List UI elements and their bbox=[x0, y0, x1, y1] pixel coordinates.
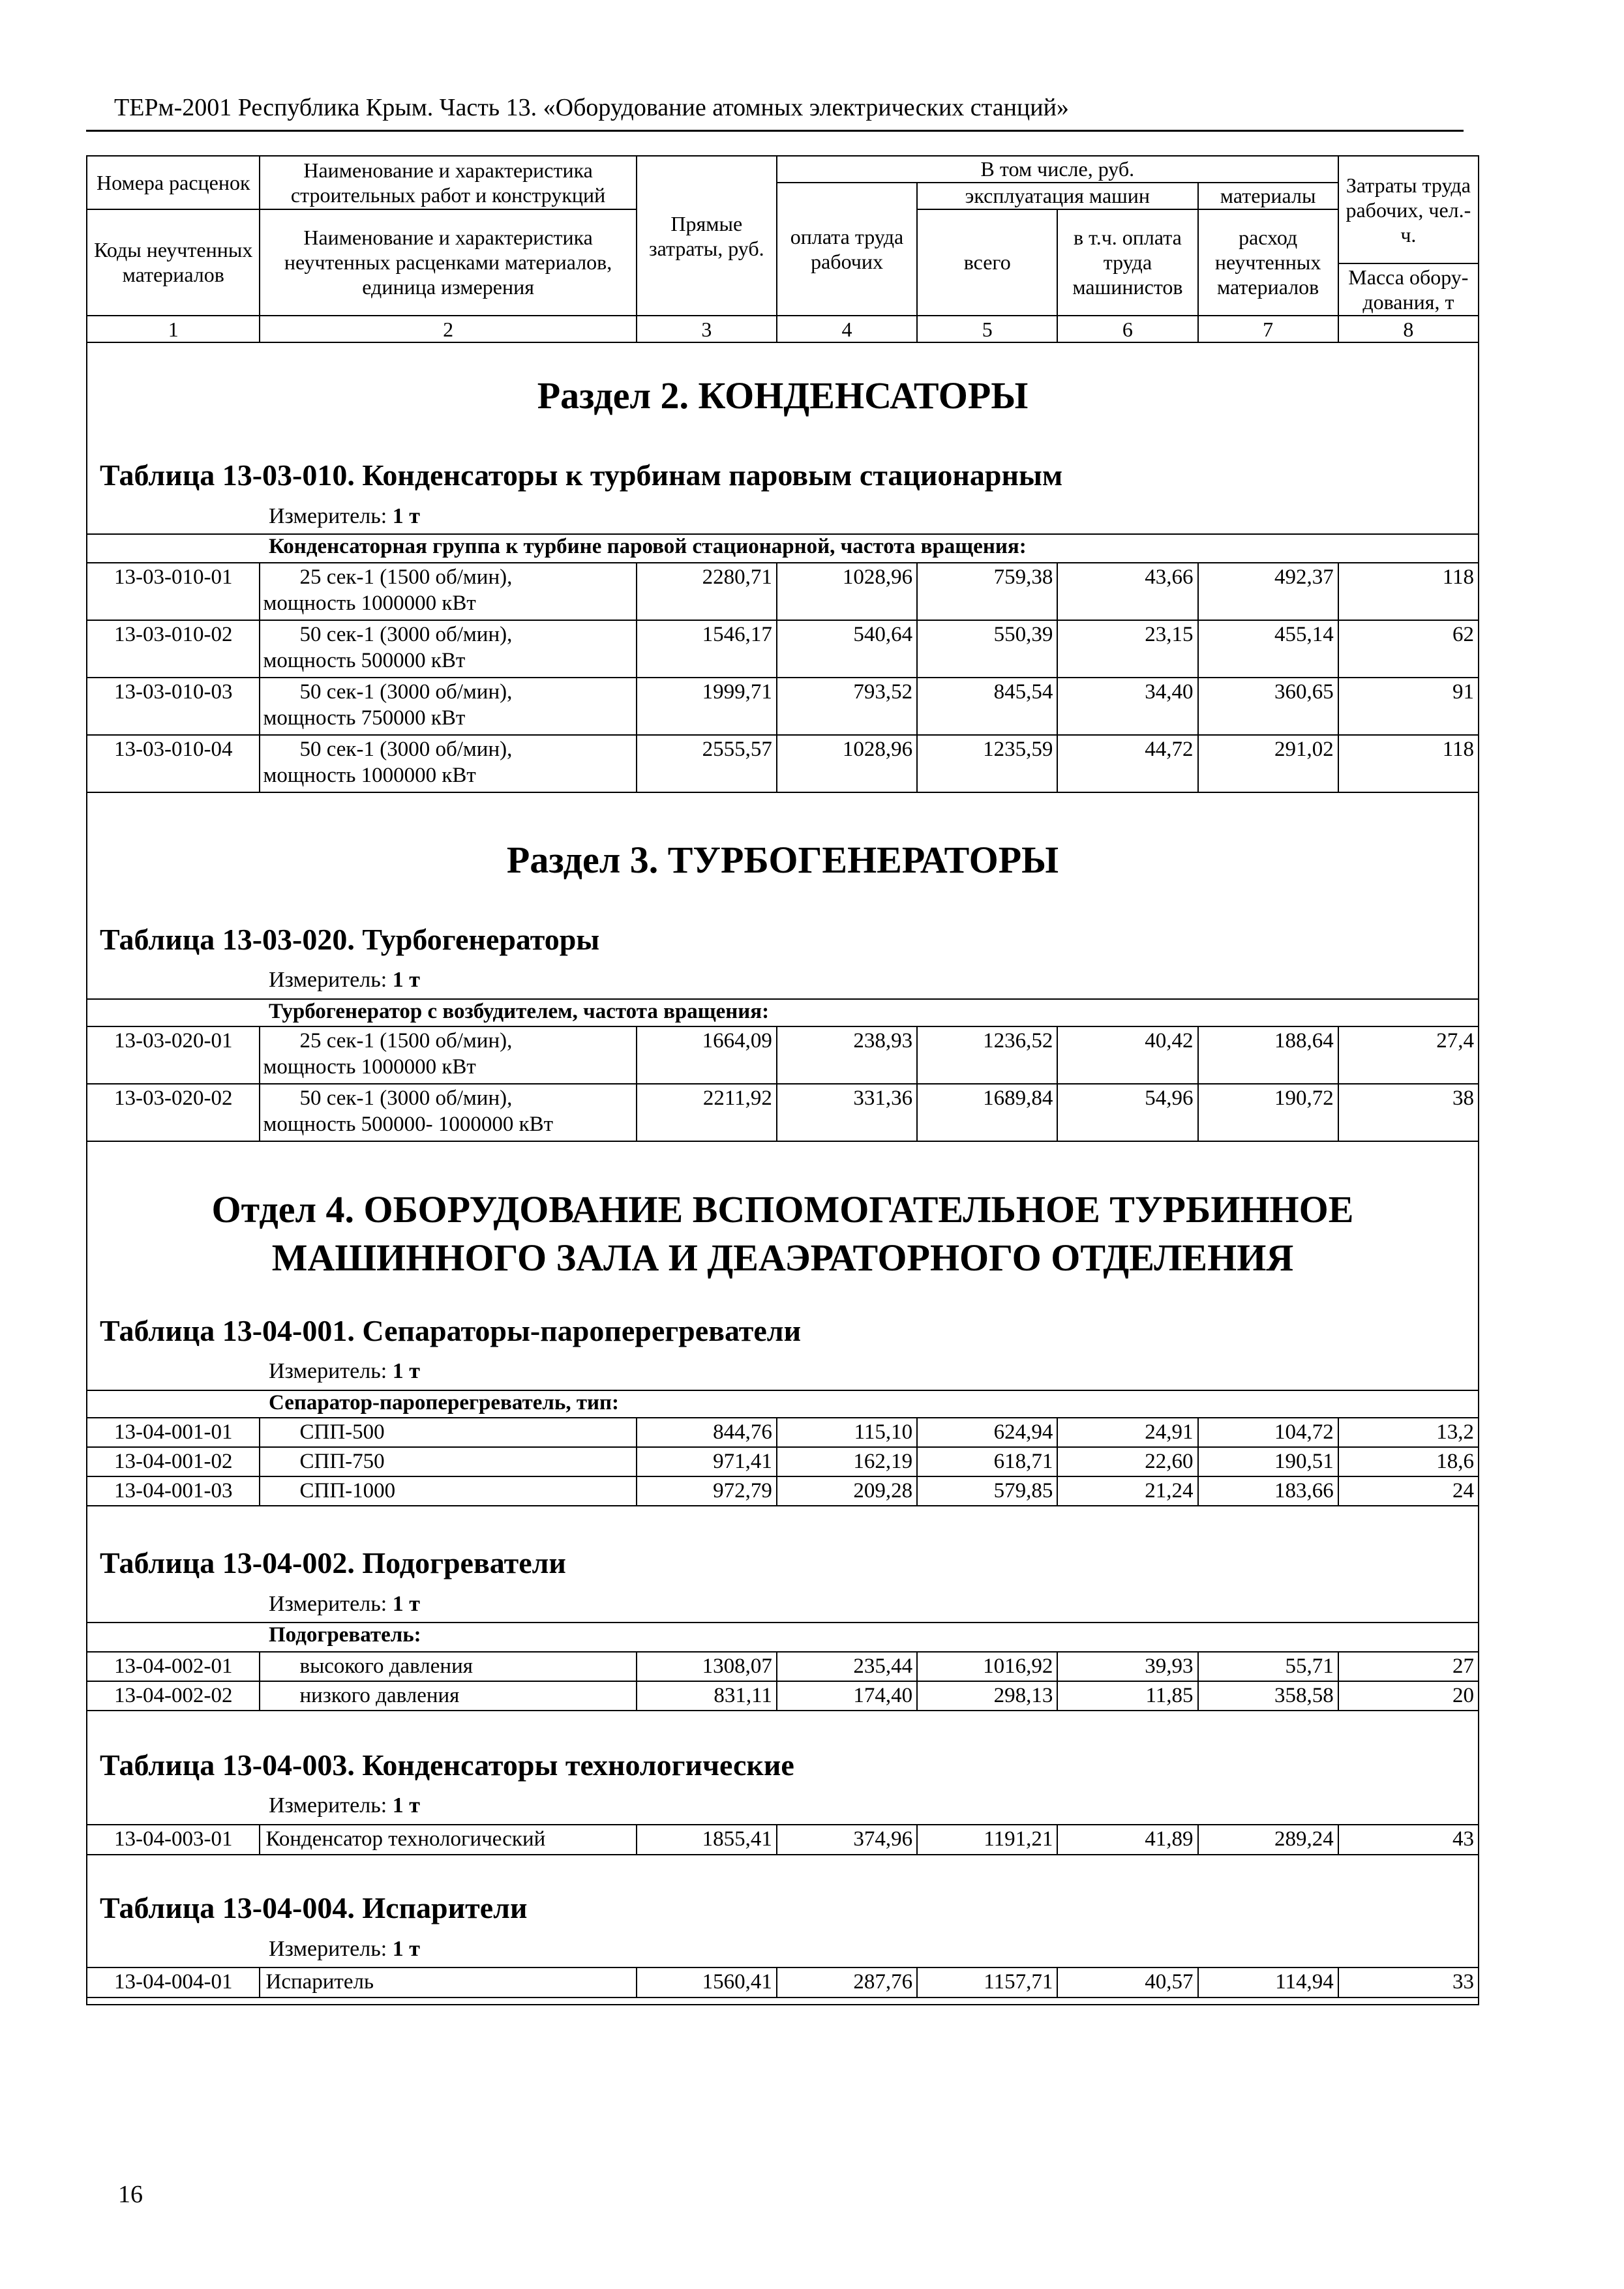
rate-code: 13-04-002-01 bbox=[87, 1652, 260, 1681]
col-number: 6 bbox=[1057, 316, 1197, 342]
labor: 27,4 bbox=[1338, 1026, 1479, 1084]
machines-total: 1191,21 bbox=[917, 1825, 1057, 1855]
unit-label: Измеритель: bbox=[269, 504, 387, 528]
rate-name-line1: 25 сек-1 (1500 об/мин), bbox=[299, 1029, 513, 1053]
machinists-wages: 34,40 bbox=[1057, 678, 1197, 735]
labor: 118 bbox=[1338, 563, 1479, 620]
unit-line bbox=[269, 1793, 420, 1818]
rate-code: 13-03-020-02 bbox=[87, 1084, 260, 1141]
direct-costs: 1999,71 bbox=[637, 678, 777, 735]
labor: 27 bbox=[1338, 1652, 1479, 1681]
col-number: 8 bbox=[1338, 316, 1479, 342]
wages: 287,76 bbox=[777, 1967, 917, 1997]
machines-total: 759,38 bbox=[917, 563, 1057, 620]
direct-costs: 1560,41 bbox=[637, 1967, 777, 1997]
table-row bbox=[87, 1476, 1479, 1506]
rate-name bbox=[260, 620, 636, 678]
direct-costs: 971,41 bbox=[637, 1447, 777, 1476]
header-rule bbox=[86, 130, 1464, 132]
data-table bbox=[86, 1824, 1479, 1855]
unit-value: 1 т bbox=[392, 968, 420, 992]
rate-name bbox=[260, 678, 636, 735]
rate-code: 13-03-010-03 bbox=[87, 678, 260, 735]
rate-code: 13-04-001-02 bbox=[87, 1447, 260, 1476]
unit-value: 1 т bbox=[392, 504, 420, 528]
col-machinists-wages: в т.ч. оплата труда машинистов bbox=[1057, 209, 1197, 316]
col-direct-costs: Прямые затраты, руб. bbox=[637, 156, 777, 316]
machines-total: 579,85 bbox=[917, 1476, 1057, 1506]
col-materials-name: Наименование и характеристика неучтенных расценками материалов, единица измерения bbox=[260, 209, 636, 316]
machinists-wages: 54,96 bbox=[1057, 1084, 1197, 1141]
rate-code: 13-03-020-01 bbox=[87, 1026, 260, 1084]
table-row bbox=[87, 1967, 1479, 1997]
table-title: Таблица 13-03-010. Конденсаторы к турбинам паровым стационарным bbox=[100, 458, 1063, 492]
col-materials-unaccounted: расход неучтенных материалов bbox=[1198, 209, 1338, 316]
table-row bbox=[87, 1447, 1479, 1476]
table-title: Таблица 13-04-001. Сепараторы-пароперегреватели bbox=[100, 1314, 802, 1347]
materials: 55,71 bbox=[1198, 1652, 1338, 1681]
data-table bbox=[86, 1967, 1479, 1998]
table-row bbox=[87, 563, 1479, 620]
labor: 24 bbox=[1338, 1476, 1479, 1506]
section-title bbox=[86, 1186, 1479, 1282]
col-materials: материалы bbox=[1198, 183, 1338, 209]
unit-label: Измеритель: bbox=[269, 1937, 387, 1961]
group-caption: Подогреватель: bbox=[86, 1622, 1479, 1653]
machinists-wages: 44,72 bbox=[1057, 735, 1197, 792]
materials: 360,65 bbox=[1198, 678, 1338, 735]
unit-line bbox=[269, 1592, 420, 1617]
rate-code: 13-03-010-01 bbox=[87, 563, 260, 620]
labor: 118 bbox=[1338, 735, 1479, 792]
direct-costs: 1855,41 bbox=[637, 1825, 777, 1855]
rate-name-line1: 50 сек-1 (3000 об/мин), bbox=[299, 623, 513, 646]
labor: 18,6 bbox=[1338, 1447, 1479, 1476]
group-caption: Сепаратор-пароперегреватель, тип: bbox=[86, 1390, 1479, 1418]
table-row bbox=[87, 1825, 1479, 1855]
labor: 33 bbox=[1338, 1967, 1479, 1997]
machines-total: 1016,92 bbox=[917, 1652, 1057, 1681]
data-table bbox=[86, 1417, 1479, 1506]
group-caption: Турбогенератор с возбудителем, частота вращения: bbox=[86, 998, 1479, 1027]
wages: 331,36 bbox=[777, 1084, 917, 1141]
wages: 115,10 bbox=[777, 1418, 917, 1447]
rate-name: СПП-500 bbox=[260, 1418, 636, 1447]
direct-costs: 1308,07 bbox=[637, 1652, 777, 1681]
rate-name-line1: 50 сек-1 (3000 об/мин), bbox=[299, 1086, 513, 1110]
data-table bbox=[86, 562, 1479, 793]
direct-costs: 1546,17 bbox=[637, 620, 777, 678]
machines-total: 845,54 bbox=[917, 678, 1057, 735]
col-number: 7 bbox=[1198, 316, 1338, 342]
running-header: ТЕРм-2001 Республика Крым. Часть 13. «Оборудование атомных электрических станций» bbox=[114, 94, 1069, 121]
rate-name: СПП-750 bbox=[260, 1447, 636, 1476]
rate-name: СПП-1000 bbox=[260, 1476, 636, 1506]
rate-name-line1: 50 сек-1 (3000 об/мин), bbox=[299, 738, 513, 761]
rate-name: низкого давления bbox=[260, 1681, 636, 1711]
direct-costs: 2280,71 bbox=[637, 563, 777, 620]
wages: 793,52 bbox=[777, 678, 917, 735]
machines-total: 618,71 bbox=[917, 1447, 1057, 1476]
machines-total: 1157,71 bbox=[917, 1967, 1057, 1997]
wages: 209,28 bbox=[777, 1476, 917, 1506]
wages: 162,19 bbox=[777, 1447, 917, 1476]
section-title-line1: Отдел 4. ОБОРУДОВАНИЕ ВСПОМОГАТЕЛЬНОЕ ТУРБИННОЕ bbox=[211, 1188, 1354, 1231]
wages: 235,44 bbox=[777, 1652, 917, 1681]
wages: 1028,96 bbox=[777, 563, 917, 620]
direct-costs: 844,76 bbox=[637, 1418, 777, 1447]
materials: 492,37 bbox=[1198, 563, 1338, 620]
direct-costs: 2211,92 bbox=[637, 1084, 777, 1141]
machines-total: 624,94 bbox=[917, 1418, 1057, 1447]
materials: 358,58 bbox=[1198, 1681, 1338, 1711]
wages: 374,96 bbox=[777, 1825, 917, 1855]
rate-code: 13-03-010-02 bbox=[87, 620, 260, 678]
rate-name bbox=[260, 563, 636, 620]
table-row bbox=[87, 1026, 1479, 1084]
section-title: Раздел 3. ТУРБОГЕНЕРАТОРЫ bbox=[506, 839, 1059, 881]
col-number: 2 bbox=[260, 316, 636, 342]
unit-value: 1 т bbox=[392, 1592, 420, 1616]
materials: 455,14 bbox=[1198, 620, 1338, 678]
col-number: 5 bbox=[917, 316, 1057, 342]
unit-label: Измеритель: bbox=[269, 1359, 387, 1383]
col-machines: эксплуатация машин bbox=[917, 183, 1197, 209]
rate-name bbox=[260, 1084, 636, 1141]
rate-name: высокого давления bbox=[260, 1652, 636, 1681]
table-row bbox=[87, 1084, 1479, 1141]
materials: 291,02 bbox=[1198, 735, 1338, 792]
unit-label: Измеритель: bbox=[269, 1592, 387, 1616]
rate-code: 13-03-010-04 bbox=[87, 735, 260, 792]
col-mass: Масса обору-дования, т bbox=[1338, 263, 1479, 316]
section-title: Раздел 2. КОНДЕНСАТОРЫ bbox=[537, 374, 1029, 417]
machinists-wages: 40,57 bbox=[1057, 1967, 1197, 1997]
rate-name-line2: мощность 500000- 1000000 кВт bbox=[263, 1113, 554, 1136]
col-number: 4 bbox=[777, 316, 917, 342]
machinists-wages: 43,66 bbox=[1057, 563, 1197, 620]
group-caption: Конденсаторная группа к турбине паровой стационарной, частота вращения: bbox=[86, 533, 1479, 563]
rate-name: Конденсатор технологический bbox=[260, 1825, 636, 1855]
col-number: 1 bbox=[87, 316, 260, 342]
machinists-wages: 11,85 bbox=[1057, 1681, 1197, 1711]
data-table bbox=[86, 1026, 1479, 1142]
table-row bbox=[87, 620, 1479, 678]
machines-total: 550,39 bbox=[917, 620, 1057, 678]
machines-total: 298,13 bbox=[917, 1681, 1057, 1711]
labor: 20 bbox=[1338, 1681, 1479, 1711]
labor: 38 bbox=[1338, 1084, 1479, 1141]
col-labor: Затраты труда рабочих, чел.-ч. bbox=[1338, 156, 1479, 263]
unit-line bbox=[269, 968, 420, 993]
col-works-name: Наименование и характеристика строительных работ и конструкций bbox=[260, 156, 636, 209]
direct-costs: 1664,09 bbox=[637, 1026, 777, 1084]
table-row bbox=[87, 1418, 1479, 1447]
column-header bbox=[86, 155, 1479, 343]
table-row bbox=[87, 735, 1479, 792]
direct-costs: 972,79 bbox=[637, 1476, 777, 1506]
rate-name-line1: 50 сек-1 (3000 об/мин), bbox=[299, 680, 513, 704]
col-incl: В том числе, руб. bbox=[777, 156, 1338, 183]
table-title: Таблица 13-03-020. Турбогенераторы bbox=[100, 923, 600, 956]
machinists-wages: 22,60 bbox=[1057, 1447, 1197, 1476]
machinists-wages: 21,24 bbox=[1057, 1476, 1197, 1506]
unit-value: 1 т bbox=[392, 1793, 420, 1818]
rate-name-line2: мощность 1000000 кВт bbox=[263, 1055, 476, 1079]
unit-line bbox=[269, 504, 420, 529]
rate-name-line2: мощность 500000 кВт bbox=[263, 649, 466, 672]
col-wages: оплата труда рабочих bbox=[777, 183, 917, 316]
rate-name: Испаритель bbox=[260, 1967, 636, 1997]
machinists-wages: 40,42 bbox=[1057, 1026, 1197, 1084]
table-title: Таблица 13-04-002. Подогреватели bbox=[100, 1546, 566, 1579]
machines-total: 1236,52 bbox=[917, 1026, 1057, 1084]
rate-code: 13-04-001-03 bbox=[87, 1476, 260, 1506]
wages: 540,64 bbox=[777, 620, 917, 678]
wages: 1028,96 bbox=[777, 735, 917, 792]
rate-code: 13-04-004-01 bbox=[87, 1967, 260, 1997]
unit-value: 1 т bbox=[392, 1937, 420, 1961]
col-machines-total: всего bbox=[917, 209, 1057, 316]
table-title: Таблица 13-04-004. Испарители bbox=[100, 1891, 528, 1924]
materials: 289,24 bbox=[1198, 1825, 1338, 1855]
unit-label: Измеритель: bbox=[269, 968, 387, 992]
labor: 43 bbox=[1338, 1825, 1479, 1855]
materials: 104,72 bbox=[1198, 1418, 1338, 1447]
col-material-codes: Коды неучтенных материалов bbox=[87, 209, 260, 316]
wages: 238,93 bbox=[777, 1026, 917, 1084]
rate-name bbox=[260, 735, 636, 792]
materials: 190,51 bbox=[1198, 1447, 1338, 1476]
machinists-wages: 24,91 bbox=[1057, 1418, 1197, 1447]
rate-code: 13-04-003-01 bbox=[87, 1825, 260, 1855]
machinists-wages: 41,89 bbox=[1057, 1825, 1197, 1855]
labor: 62 bbox=[1338, 620, 1479, 678]
rate-code: 13-04-002-02 bbox=[87, 1681, 260, 1711]
table-title: Таблица 13-04-003. Конденсаторы технологические bbox=[100, 1748, 794, 1782]
materials: 183,66 bbox=[1198, 1476, 1338, 1506]
col-number: 3 bbox=[637, 316, 777, 342]
labor: 91 bbox=[1338, 678, 1479, 735]
machinists-wages: 23,15 bbox=[1057, 620, 1197, 678]
rate-name-line2: мощность 1000000 кВт bbox=[263, 764, 476, 787]
materials: 188,64 bbox=[1198, 1026, 1338, 1084]
unit-line bbox=[269, 1937, 420, 1962]
col-rate-numbers: Номера расценок bbox=[87, 156, 260, 209]
rate-name bbox=[260, 1026, 636, 1084]
data-table bbox=[86, 1651, 1479, 1711]
table-row bbox=[87, 1652, 1479, 1681]
unit-label: Измеритель: bbox=[269, 1793, 387, 1818]
section-title-line2: МАШИННОГО ЗАЛА И ДЕАЭРАТОРНОГО ОТДЕЛЕНИЯ bbox=[271, 1236, 1294, 1279]
unit-value: 1 т bbox=[392, 1359, 420, 1383]
table-row bbox=[87, 678, 1479, 735]
page-number: 16 bbox=[118, 2181, 143, 2208]
rate-name-line1: 25 сек-1 (1500 об/мин), bbox=[299, 565, 513, 589]
wages: 174,40 bbox=[777, 1681, 917, 1711]
rate-code: 13-04-001-01 bbox=[87, 1418, 260, 1447]
machinists-wages: 39,93 bbox=[1057, 1652, 1197, 1681]
table-row bbox=[87, 1681, 1479, 1711]
machines-total: 1235,59 bbox=[917, 735, 1057, 792]
materials: 190,72 bbox=[1198, 1084, 1338, 1141]
rate-name-line2: мощность 750000 кВт bbox=[263, 706, 466, 730]
rate-name-line2: мощность 1000000 кВт bbox=[263, 591, 476, 615]
labor: 13,2 bbox=[1338, 1418, 1479, 1447]
direct-costs: 2555,57 bbox=[637, 735, 777, 792]
materials: 114,94 bbox=[1198, 1967, 1338, 1997]
direct-costs: 831,11 bbox=[637, 1681, 777, 1711]
unit-line bbox=[269, 1359, 420, 1384]
machines-total: 1689,84 bbox=[917, 1084, 1057, 1141]
